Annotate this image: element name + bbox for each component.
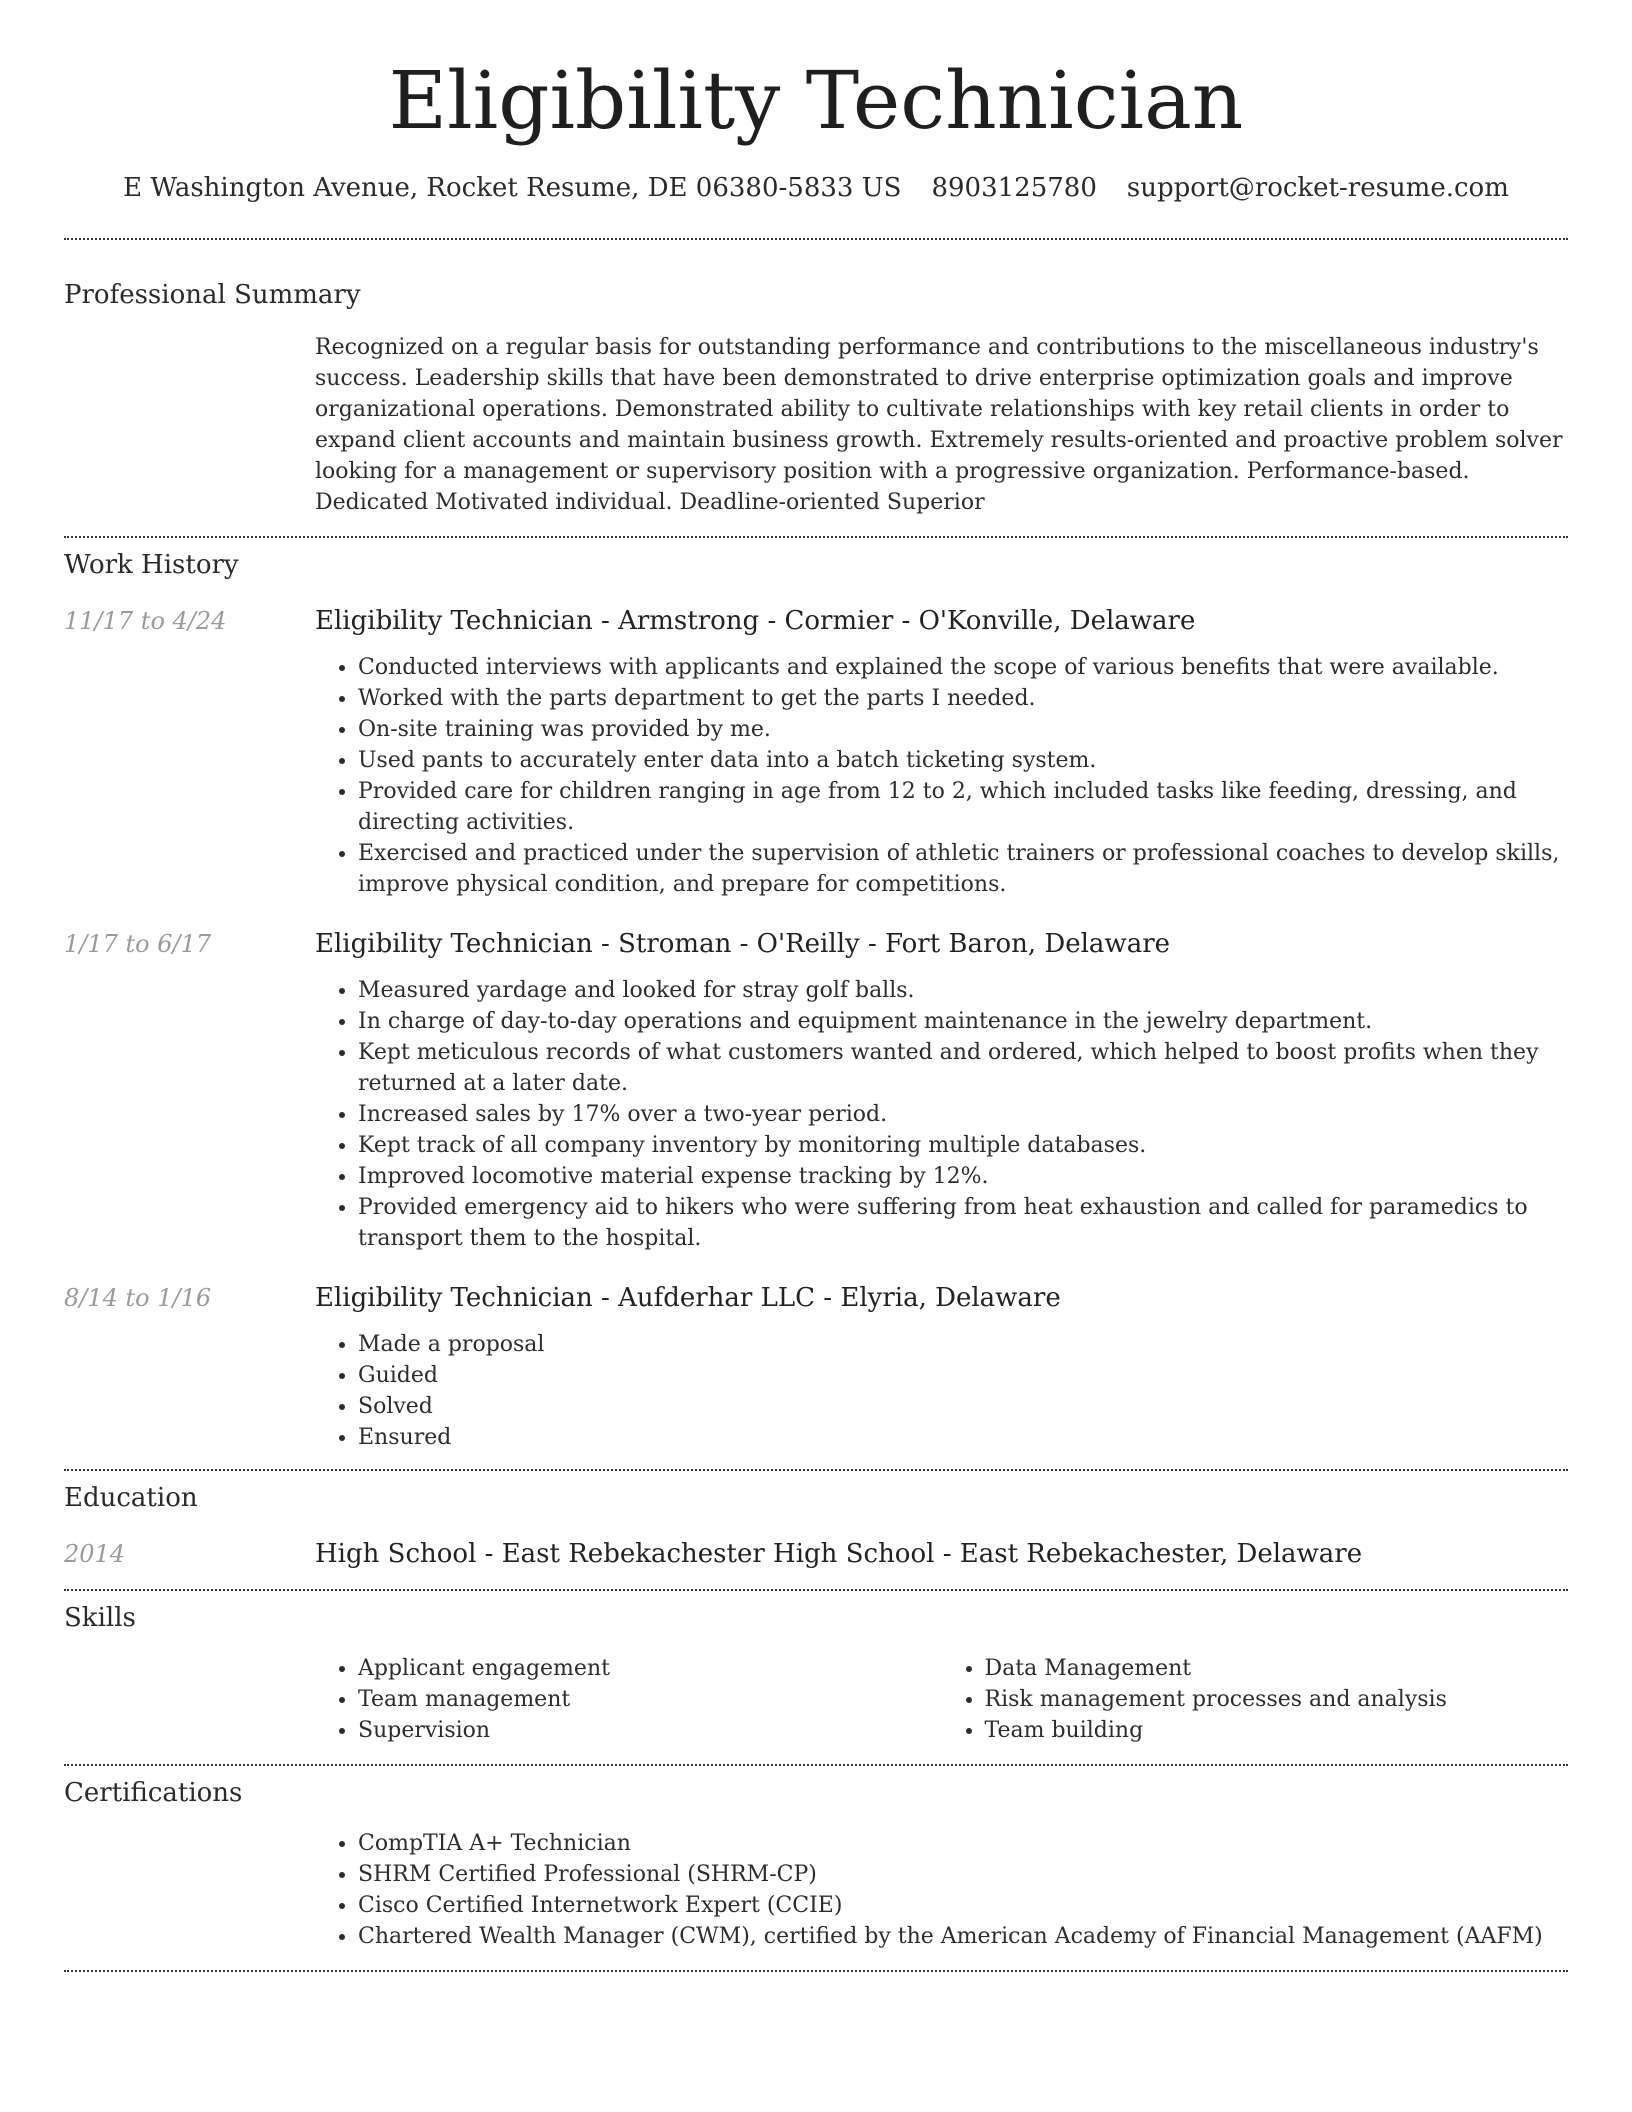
skill-item: • Applicant engagement — [358, 1653, 942, 1684]
certification-item: • SHRM Certified Professional (SHRM-CP) — [358, 1859, 1568, 1890]
skill-item: • Team building — [985, 1715, 1569, 1746]
resume-name: Eligibility Technician — [388, 54, 1244, 147]
list-item: • Made a proposal — [358, 1329, 1568, 1360]
certifications-section — [64, 1776, 1568, 1952]
certifications-list — [315, 1828, 1568, 1952]
list-item: • Used pants to accurately enter data into a batch ticketing system. — [358, 745, 1568, 776]
divider — [64, 1469, 1568, 1471]
skill-item: • Data Management — [985, 1653, 1569, 1684]
skill-item: • Risk management processes and analysis — [985, 1684, 1569, 1715]
resume-page — [64, 0, 1568, 1972]
divider — [64, 1589, 1568, 1591]
skills-section — [64, 1601, 1568, 1746]
divider — [64, 1764, 1568, 1766]
job-dates: 1/17 to 6/17 — [64, 930, 212, 958]
list-item: • Kept track of all company inventory by monitoring multiple databases. — [358, 1130, 1568, 1161]
job-heading: Eligibility Technician - Armstrong - Cormier - O'Konville, Delaware — [315, 606, 1196, 636]
contact-phone: 8903125780 — [931, 173, 1097, 203]
summary-section — [64, 278, 1568, 518]
list-item: • In charge of day-to-day operations and equipment maintenance in the jewelry department. — [358, 1006, 1568, 1037]
summary-text: Recognized on a regular basis for outstanding performance and contributions to the miscellaneous industry's success. Leadership skills that have been demonstrated to drive enterprise optimization goals and improve organizational operations. Demonstrated ability to cultivate relationships with key retail clients in order to expand client accounts and maintain business growth. Extremely results-oriented and proactive problem solver looking for a management or supervisory position with a progressive organization. Performance-based. Dedicated Motivated individual. Deadline-oriented Superior — [315, 335, 1563, 515]
skill-item: • Team management — [358, 1684, 942, 1715]
list-item: • Provided care for children ranging in age from 12 to 2, which included tasks like feeding, dressing, and directing activities. — [358, 776, 1568, 838]
skills-list-left — [315, 1653, 942, 1746]
job-heading: Eligibility Technician - Stroman - O'Reilly - Fort Baron, Delaware — [315, 929, 1171, 959]
job-entry — [64, 927, 1568, 1254]
certifications-content — [315, 1828, 1568, 1952]
divider — [64, 536, 1568, 538]
education-entry — [64, 1537, 1568, 1571]
job-bullets — [315, 652, 1568, 900]
divider — [64, 1970, 1568, 1972]
divider — [64, 238, 1568, 240]
job-dates: 8/14 to 1/16 — [64, 1284, 212, 1312]
list-item: • Measured yardage and looked for stray golf balls. — [358, 975, 1568, 1006]
job-heading: Eligibility Technician - Aufderhar LLC - Elyria, Delaware — [315, 1283, 1061, 1313]
list-item: • Increased sales by 17% over a two-year period. — [358, 1099, 1568, 1130]
contact-line — [64, 170, 1568, 206]
list-item: • Provided emergency aid to hikers who were suffering from heat exhaustion and called for paramedics to transport them to the hospital. — [358, 1192, 1568, 1254]
contact-address: E Washington Avenue, Rocket Resume, DE 06380-5833 US — [123, 173, 902, 203]
job-bullets — [315, 975, 1568, 1254]
section-title-summary: Professional Summary — [64, 280, 361, 310]
section-title-education: Education — [64, 1483, 198, 1513]
certification-item: • Chartered Wealth Manager (CWM), certified by the American Academy of Financial Management (AAFM) — [358, 1921, 1568, 1952]
list-item: • Conducted interviews with applicants and explained the scope of various benefits that were available. — [358, 652, 1568, 683]
skills-columns — [315, 1653, 1568, 1746]
job-bullets — [315, 1329, 1568, 1453]
education-heading: High School - East Rebekachester High School - East Rebekachester, Delaware — [315, 1539, 1363, 1569]
work-history-section — [64, 548, 1568, 1453]
list-item: • On-site training was provided by me. — [358, 714, 1568, 745]
list-item: • Ensured — [358, 1422, 1568, 1453]
section-title-certifications: Certifications — [64, 1778, 243, 1808]
list-item: • Kept meticulous records of what customers wanted and ordered, which helped to boost profits when they returned at a later date. — [358, 1037, 1568, 1099]
certification-item: • Cisco Certified Internetwork Expert (CCIE) — [358, 1890, 1568, 1921]
list-item: • Solved — [358, 1391, 1568, 1422]
certification-item: • CompTIA A+ Technician — [358, 1828, 1568, 1859]
section-title-skills: Skills — [64, 1603, 136, 1633]
job-entry — [64, 1281, 1568, 1453]
list-item: • Worked with the parts department to get the parts I needed. — [358, 683, 1568, 714]
list-item: • Exercised and practiced under the supervision of athletic trainers or professional coaches to develop skills, improve physical condition, and prepare for competitions. — [358, 838, 1568, 900]
skills-list-right — [942, 1653, 1569, 1746]
contact-email: support@rocket-resume.com — [1126, 173, 1509, 203]
list-item: • Guided — [358, 1360, 1568, 1391]
education-year: 2014 — [64, 1540, 126, 1568]
job-dates: 11/17 to 4/24 — [64, 607, 227, 635]
education-section — [64, 1481, 1568, 1571]
job-entry — [64, 604, 1568, 900]
list-item: • Improved locomotive material expense tracking by 12%. — [358, 1161, 1568, 1192]
skill-item: • Supervision — [358, 1715, 942, 1746]
section-title-work-history: Work History — [64, 550, 239, 580]
